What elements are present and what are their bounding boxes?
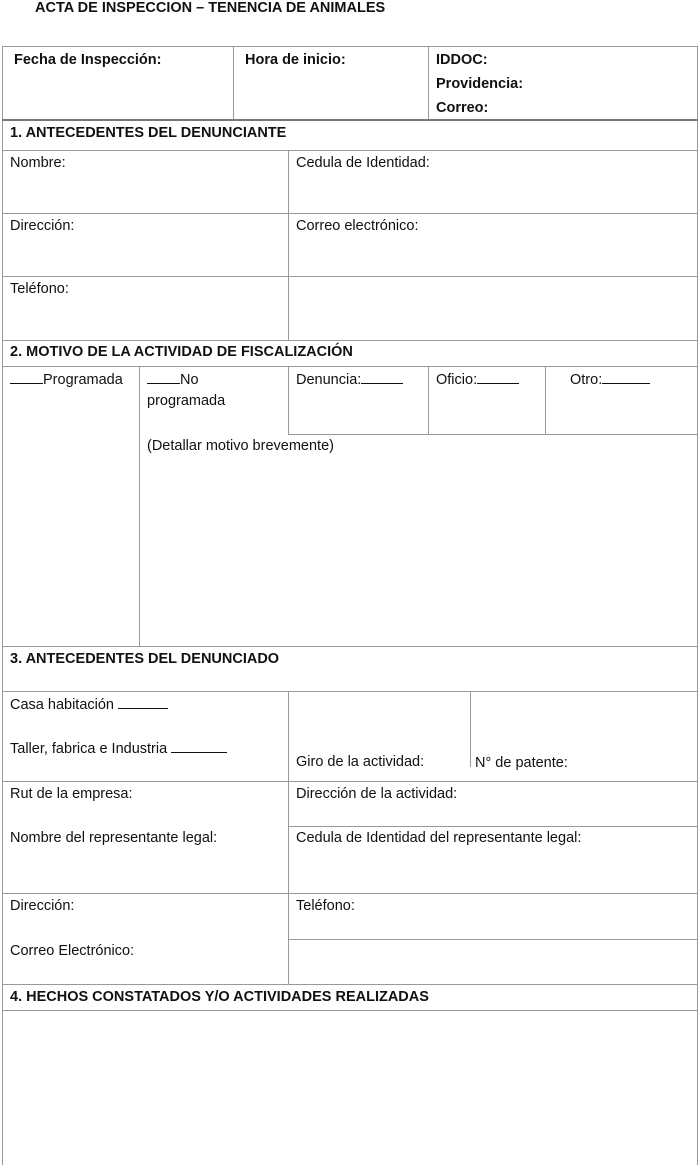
section2-title: 2. MOTIVO DE LA ACTIVIDAD DE FISCALIZACIÓN (10, 344, 353, 360)
taller-blank[interactable] (171, 739, 227, 753)
no-programada-label: programada (147, 393, 226, 409)
hechos-constatados-area[interactable] (4, 1012, 696, 1162)
oficio-blank[interactable] (477, 370, 519, 384)
otro-label: Otro: (570, 372, 603, 388)
otro-blank[interactable] (602, 370, 650, 384)
otro-option (570, 370, 650, 389)
detalle-motivo-area[interactable] (141, 460, 696, 644)
section4-title: 4. HECHOS CONSTATADOS Y/O ACTIVIDADES REALIZADAS (10, 989, 429, 1005)
no-programada-option (147, 370, 199, 389)
denunciado-direccion-label: Dirección: (10, 898, 75, 914)
header-divider (2, 119, 698, 121)
section3-title: 3. ANTECEDENTES DEL DENUNCIADO (10, 651, 280, 667)
taller-label: Taller, fabrica e Industria (10, 741, 168, 757)
table-top-border (2, 46, 698, 47)
denunciado-correo-label: Correo Electrónico: (10, 943, 135, 959)
patente-label: N° de patente: (475, 755, 568, 771)
detalle-motivo-label: (Detallar motivo brevemente) (147, 438, 334, 454)
no-programada-blank[interactable] (147, 370, 180, 384)
denunciante-telefono-label: Teléfono: (10, 281, 69, 297)
denunciado-telefono-label: Teléfono: (296, 898, 355, 914)
denunciante-correo-label: Correo electrónico: (296, 218, 419, 234)
section1-title: 1. ANTECEDENTES DEL DENUNCIANTE (10, 125, 287, 141)
cedula-representante-label: Cedula de Identidad del representante legal: (296, 830, 582, 846)
direccion-actividad-label: Dirección de la actividad: (296, 786, 458, 802)
taller-option (10, 739, 227, 758)
denuncia-option (296, 370, 403, 389)
casa-habitacion-label: Casa habitación (10, 697, 114, 713)
denunciante-direccion-label: Dirección: (10, 218, 75, 234)
representante-legal-label: Nombre del representante legal: (10, 830, 218, 846)
no-label: No (180, 372, 199, 388)
programada-label: Programada (43, 372, 123, 388)
fecha-inspeccion-label: Fecha de Inspección: (14, 52, 162, 68)
programada-option (10, 370, 123, 389)
correo-label: Correo: (436, 100, 489, 116)
providencia-label: Providencia: (436, 76, 524, 92)
denuncia-blank[interactable] (361, 370, 403, 384)
programada-blank[interactable] (10, 370, 43, 384)
oficio-label: Oficio: (436, 372, 478, 388)
document-title: ACTA DE INSPECCION – TENENCIA DE ANIMALES (35, 0, 386, 16)
denunciante-cedula-label: Cedula de Identidad: (296, 155, 430, 171)
casa-habitacion-option (10, 695, 168, 714)
hora-inicio-label: Hora de inicio: (245, 52, 346, 68)
giro-actividad-label: Giro de la actividad: (296, 754, 425, 770)
denuncia-label: Denuncia: (296, 372, 362, 388)
rut-empresa-label: Rut de la empresa: (10, 786, 133, 802)
casa-habitacion-blank[interactable] (118, 695, 168, 709)
iddoc-label: IDDOC: (436, 52, 488, 68)
denunciante-nombre-label: Nombre: (10, 155, 66, 171)
oficio-option (436, 370, 519, 389)
